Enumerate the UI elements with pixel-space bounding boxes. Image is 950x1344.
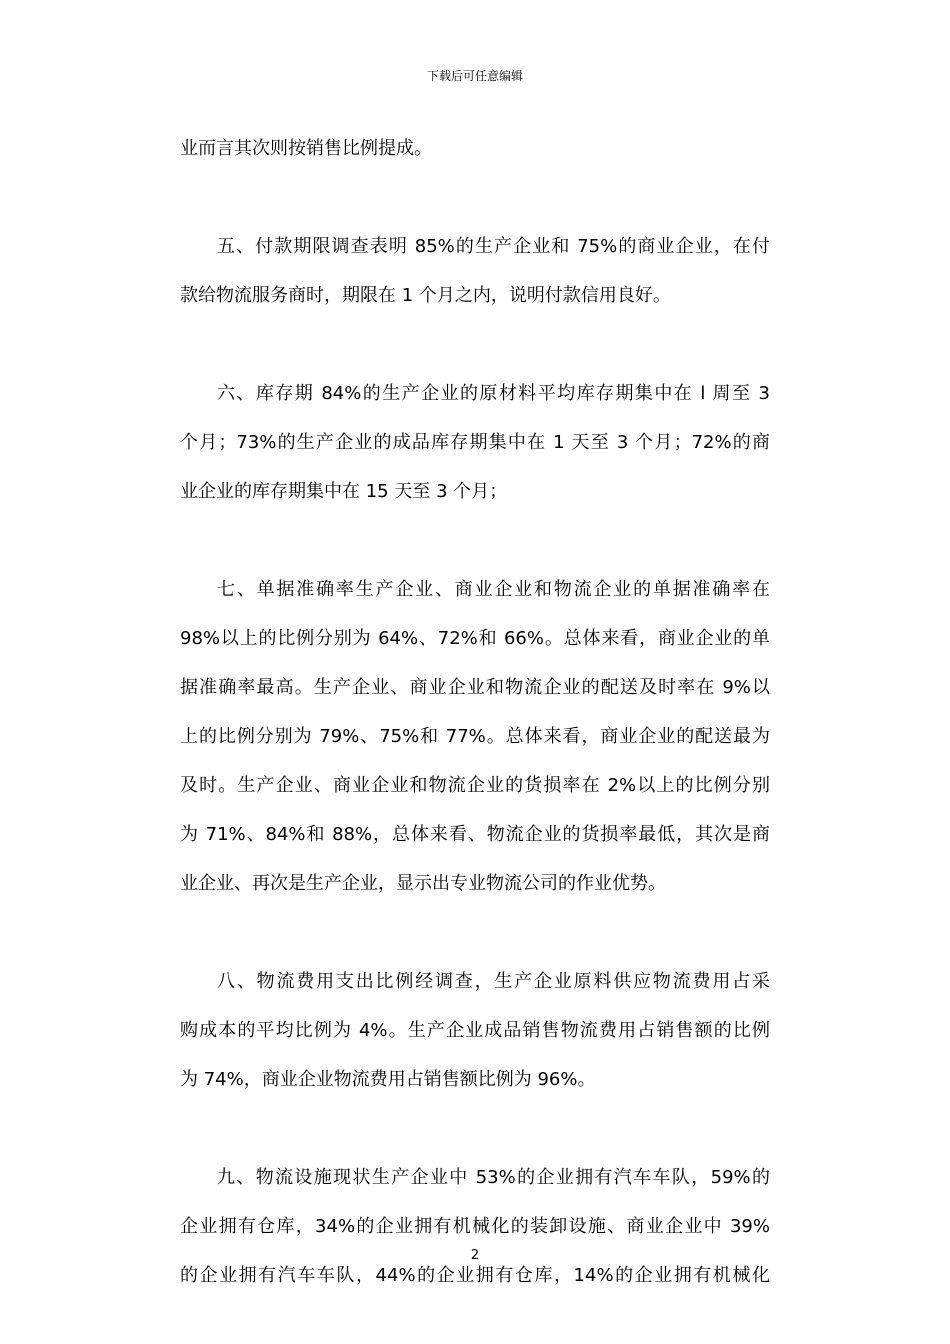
paragraph-payment-terms bbox=[180, 222, 770, 320]
text-line: 为 74%，商业企业物流费用占销售额比例为 96%。 bbox=[180, 1069, 596, 1090]
page-header: 下载后可任意编辑 bbox=[426, 69, 523, 83]
paragraph-continuation bbox=[180, 124, 770, 173]
text-line: 九、物流设施现状生产企业中 53%的企业拥有汽车车队，59%的 bbox=[217, 1167, 770, 1188]
text-line: 业企业的库存期集中在 15 天至 3 个月； bbox=[180, 481, 508, 502]
text-line: 及时。生产企业、商业企业和物流企业的货损率在 2%以上的比例分别 bbox=[180, 775, 770, 796]
text-line: 企业拥有仓库，34%的企业拥有机械化的装卸设施、商业企业中 39% bbox=[180, 1216, 770, 1237]
text-line: 购成本的平均比例为 4%。生产企业成品销售物流费用占销售额的比例 bbox=[180, 1020, 770, 1041]
text-line: 业企业、再次是生产企业，显示出专业物流公司的作业优势。 bbox=[180, 873, 666, 894]
text-line: 七、单据准确率生产企业、商业企业和物流企业的单据准确率在 bbox=[217, 579, 770, 600]
paragraph-document-accuracy bbox=[180, 565, 770, 908]
document-body bbox=[180, 124, 770, 1300]
text-line: 98%以上的比例分别为 64%、72%和 66%。总体来看，商业企业的单 bbox=[180, 628, 770, 649]
paragraph-logistics-facilities bbox=[180, 1153, 770, 1300]
page-number: 2 bbox=[470, 1248, 480, 1263]
paragraph-logistics-cost bbox=[180, 957, 770, 1104]
text-line: 为 71%、84%和 88%，总体来看、物流企业的货损率最低，其次是商 bbox=[180, 824, 770, 845]
text-line: 六、库存期 84%的生产企业的原材料平均库存期集中在 l 周至 3 bbox=[217, 383, 770, 404]
paragraph-inventory-period bbox=[180, 369, 770, 516]
text-line: 八、物流费用支出比例经调查，生产企业原料供应物流费用占采 bbox=[217, 971, 770, 992]
text-line: 五、付款期限调查表明 85%的生产企业和 75%的商业企业，在付 bbox=[217, 236, 770, 257]
text-line: 个月；73%的生产企业的成品库存期集中在 1 天至 3 个月；72%的商 bbox=[180, 432, 770, 453]
text-line: 据准确率最高。生产企业、商业企业和物流企业的配送及时率在 9%以 bbox=[180, 677, 770, 698]
text-line: 业而言其次则按销售比例提成。 bbox=[180, 138, 432, 159]
text-line: 款给物流服务商时，期限在 1 个月之内，说明付款信用良好。 bbox=[180, 285, 671, 306]
text-line: 上的比例分别为 79%、75%和 77%。总体来看，商业企业的配送最为 bbox=[180, 726, 770, 747]
text-line: 的企业拥有汽车车队，44%的企业拥有仓库，14%的企业拥有机械化 bbox=[180, 1265, 770, 1286]
